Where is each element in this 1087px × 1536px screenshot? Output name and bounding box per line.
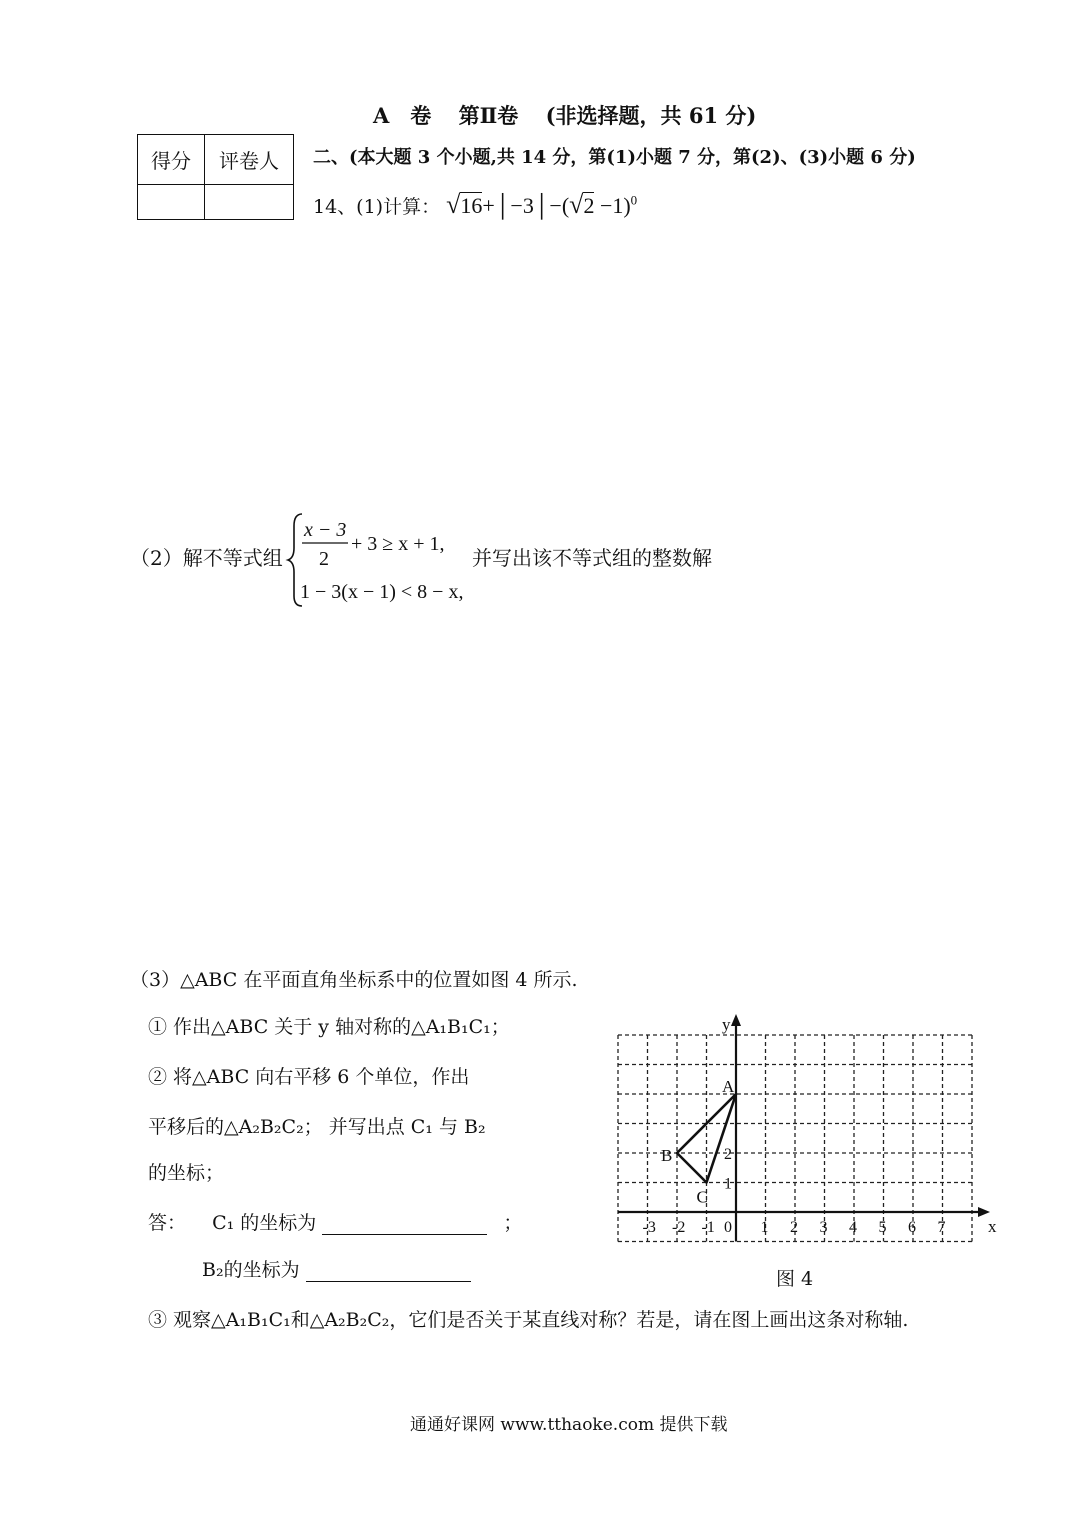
- figure-4: [610, 1010, 995, 1294]
- question-3-item1: ① 作出△ABC 关于 y 轴对称的△A₁B₁C₁；: [148, 1016, 510, 1038]
- sqrt16-radicand: 16: [460, 193, 483, 218]
- separator: ；: [503, 1212, 523, 1234]
- point-label-c: C: [696, 1187, 708, 1207]
- frac-denominator: 2: [319, 548, 329, 570]
- x-tick-label: -3: [642, 1219, 656, 1236]
- x-axis-arrow: [978, 1207, 990, 1217]
- x-tick-label: 7: [937, 1219, 946, 1236]
- question-14-1: [313, 190, 637, 220]
- b2-answer-blank[interactable]: [306, 1259, 471, 1282]
- question-3-item2c: 的坐标；: [148, 1162, 225, 1184]
- answer-line-b2: [202, 1255, 471, 1282]
- c1-answer-blank[interactable]: [322, 1212, 487, 1235]
- question-3-intro: （3）△ABC 在平面直角坐标系中的位置如图 4 所示.: [130, 969, 578, 991]
- coordinate-grid[interactable]: [610, 1010, 995, 1290]
- x-tick-label: 4: [849, 1219, 857, 1236]
- inequality-2: 1 − 3(x − 1) < 8 − x,: [300, 581, 464, 603]
- inequality-system: [288, 510, 478, 610]
- sqrt2-radicand: 2: [583, 193, 595, 218]
- inequality-1-rest: + 3 ≥ x + 1,: [351, 533, 445, 555]
- b2-label: B₂的坐标为: [202, 1259, 300, 1281]
- origin-label: 0: [724, 1219, 732, 1236]
- footer: 通通好课网 www.tthaoke.com 提供下载: [410, 1415, 728, 1435]
- question-3-item2b: 平移后的△A₂B₂C₂； 并写出点 C₁ 与 B₂: [148, 1116, 486, 1138]
- grader-header: 评卷人: [205, 135, 294, 185]
- q14-middle: +│−3│−(: [482, 193, 570, 218]
- frac-numerator: x − 3: [304, 519, 347, 541]
- question-3-item2a: ② 将△ABC 向右平移 6 个单位，作出: [148, 1066, 470, 1088]
- x-tick-label: -2: [672, 1219, 686, 1236]
- question-2-suffix: 并写出该不等式组的整数解: [472, 546, 712, 570]
- title-part-c: (非选择题，共 61 分): [545, 103, 757, 128]
- x-tick-label: 6: [908, 1219, 916, 1236]
- y-axis-label: y: [722, 1015, 731, 1034]
- score-header: 得分: [138, 135, 205, 185]
- answer-line-c1: [148, 1208, 522, 1235]
- q14-label: 14、(1)计算：: [313, 196, 441, 218]
- x-tick-label: 2: [790, 1219, 798, 1236]
- x-axis-label: x: [988, 1217, 997, 1236]
- x-tick-label: 5: [878, 1219, 887, 1236]
- score-cell[interactable]: [138, 185, 205, 220]
- y-tick-label: 2: [724, 1146, 732, 1163]
- question-3-item3: ③ 观察△A₁B₁C₁和△A₂B₂C₂，它们是否关于某直线对称？若是，请在图上画出这条对称轴.: [148, 1309, 909, 1331]
- y-tick-label: 1: [724, 1175, 732, 1193]
- point-label-a: A: [722, 1077, 735, 1096]
- question-2-prefix: （2）解不等式组: [130, 546, 283, 570]
- title-part-a: A 卷: [373, 103, 432, 128]
- x-tick-label: 1: [760, 1219, 769, 1236]
- x-tick-label: 3: [819, 1219, 828, 1236]
- q14-end: −1): [594, 193, 631, 218]
- point-label-b: B: [661, 1146, 673, 1165]
- score-table: [137, 134, 294, 220]
- c1-label: C₁ 的坐标为: [212, 1212, 317, 1234]
- grader-cell[interactable]: [205, 185, 294, 220]
- q14-expression: [446, 190, 638, 219]
- title-part-b: 第Ⅱ卷: [458, 103, 519, 128]
- figure-caption: 图 4: [776, 1268, 814, 1290]
- sqrt-sign-2: √: [569, 190, 584, 219]
- x-tick-label: -1: [701, 1219, 715, 1236]
- sqrt-sign: √: [446, 190, 461, 219]
- answer-label: 答：: [148, 1212, 187, 1234]
- page-title: [373, 100, 776, 130]
- q14-exponent: 0: [630, 192, 638, 208]
- section-heading: 二、(本大题 3 个小题,共 14 分，第(1)小题 7 分，第(2)、(3)小题 6 分): [313, 147, 916, 168]
- y-axis-arrow: [731, 1014, 741, 1026]
